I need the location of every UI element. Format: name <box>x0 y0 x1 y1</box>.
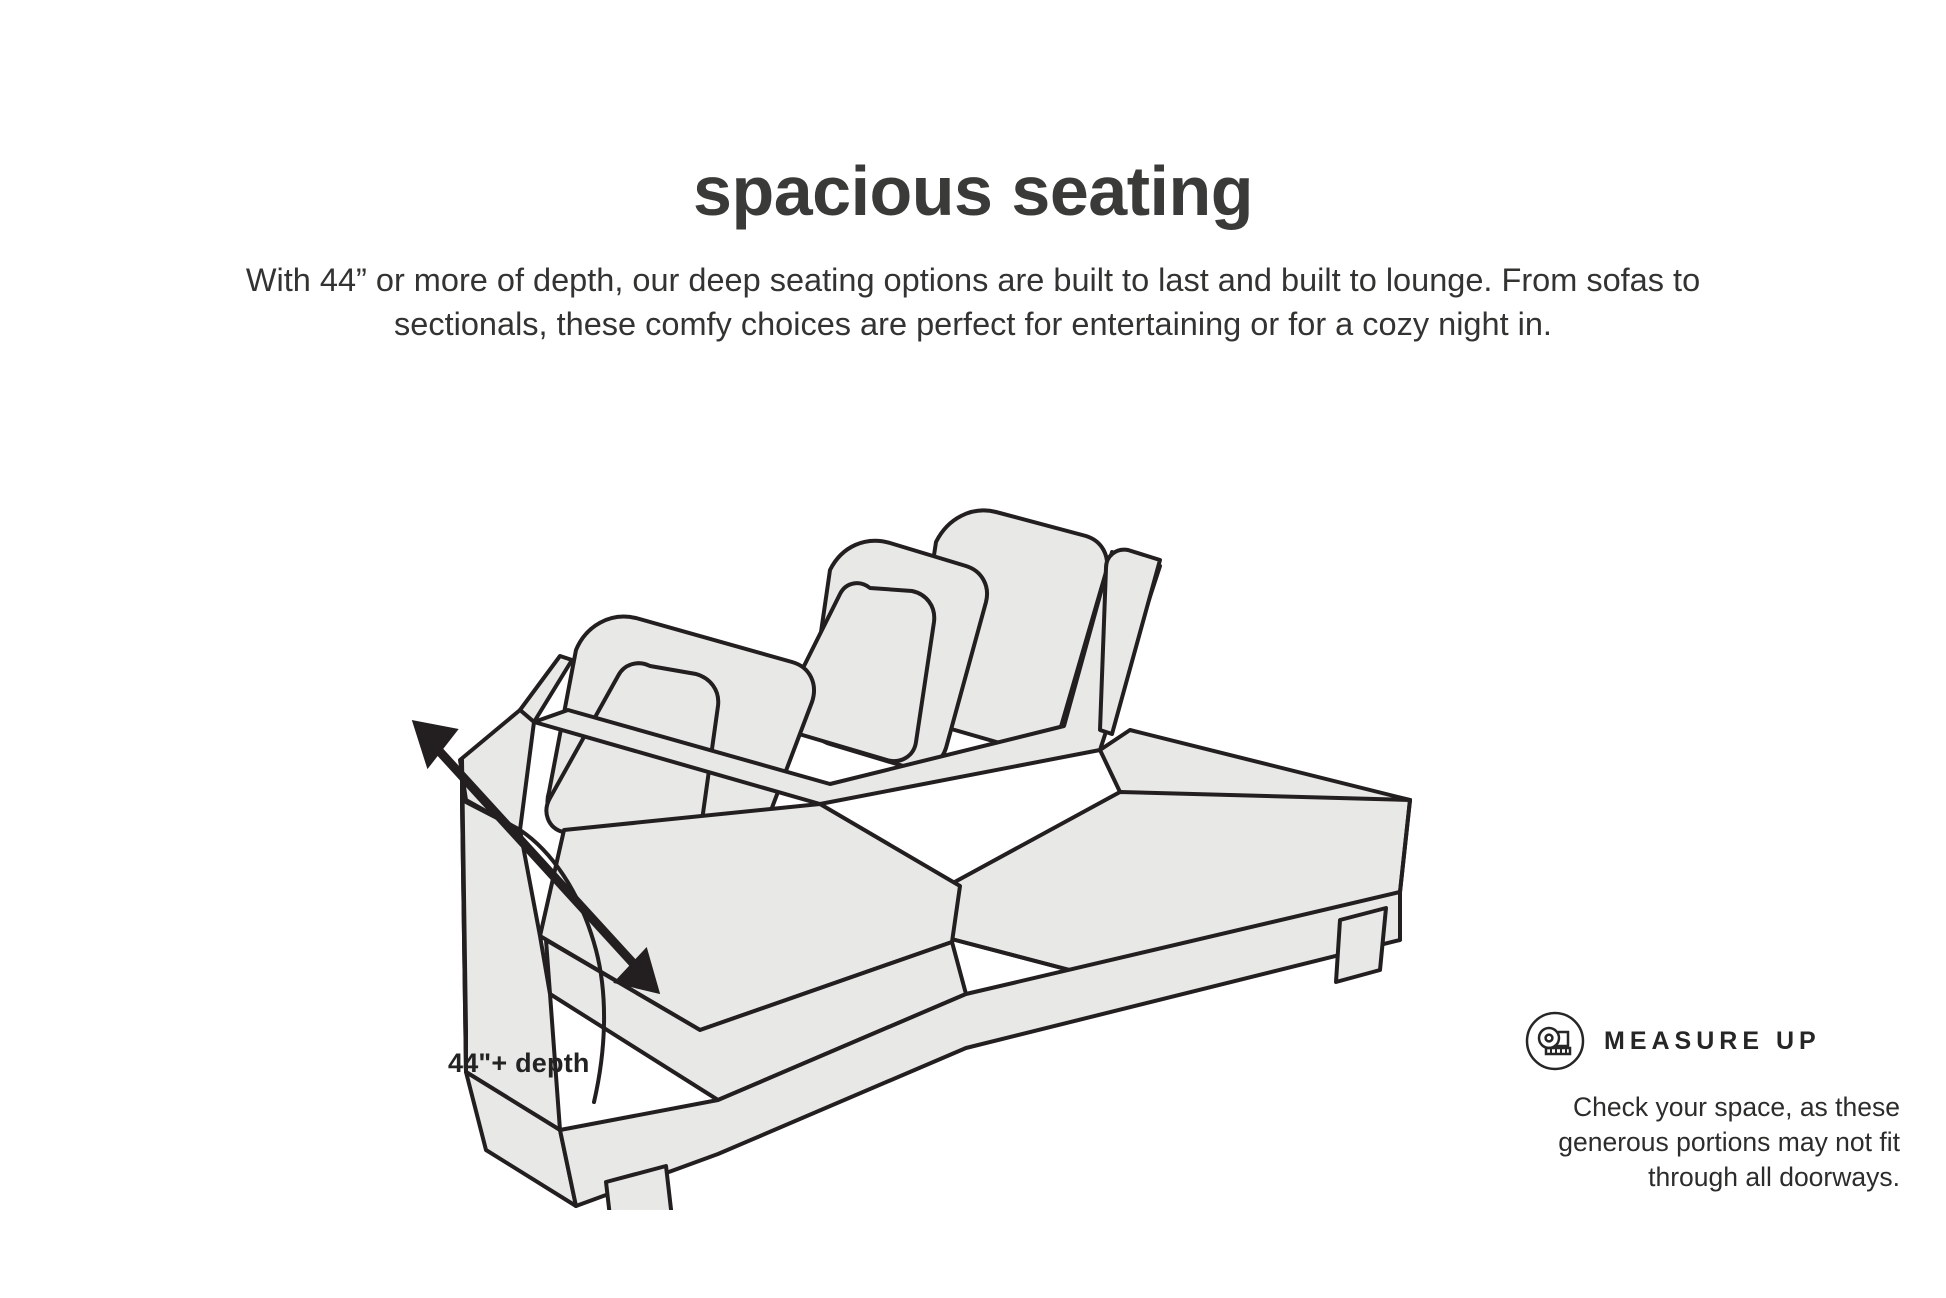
page-subtitle: With 44” or more of depth, our deep seating options are built to last and built to lounge. From sofas to sectionals, these comfy choices are perfect for entertaining or for a cozy night in. <box>245 261 1701 343</box>
tape-measure-icon <box>1524 1010 1586 1072</box>
measure-up-callout <box>1480 1010 1900 1196</box>
measure-up-title: MEASURE UP <box>1604 1026 1821 1055</box>
depth-dimension-label: 44"+ depth <box>448 1048 590 1078</box>
measure-up-body: Check your space, as these generous portions may not fit through all doorways. <box>1558 1092 1900 1193</box>
page-title: spacious seating <box>693 151 1253 230</box>
measure-up-header <box>1480 1010 1900 1072</box>
